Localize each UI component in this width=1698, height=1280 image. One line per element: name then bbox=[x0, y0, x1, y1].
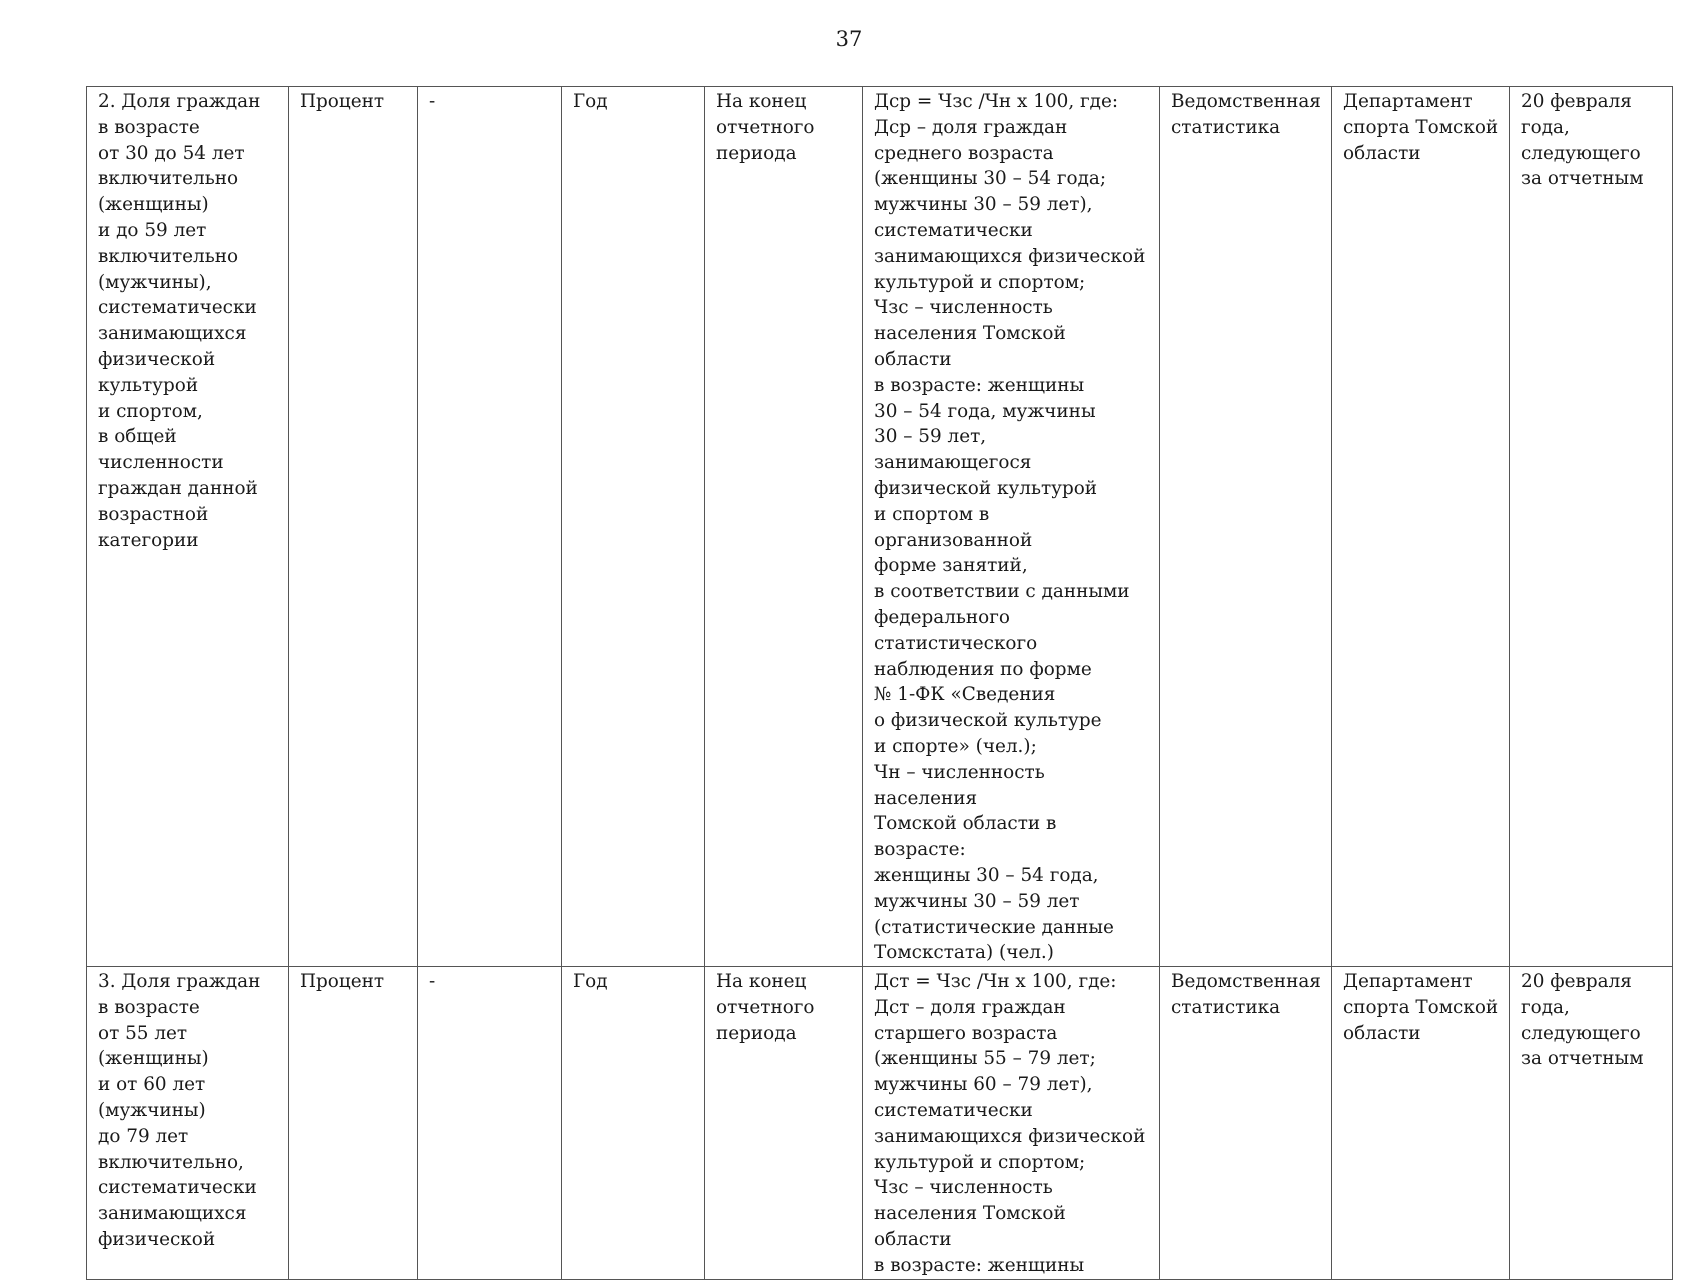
formula-cell: Дср = Чзс /Чн х 100, где: Дср – доля граждан среднего возраста (женщины 30 – 54 года; мужчины 30 – 59 лет), систематически занимающихся физической культурой и спортом; Чзс – численность населения Томской области в возрасте: женщины 30 – 54 года, мужчины 30 – 59 лет, занимающегося физической культурой и спортом в организованной форме занятий, в соответствии с данными федерального статистического наблюдения по форме № 1-ФК «Сведения о физической культуре и спорте» (чел.); Чн – численность населения Томской области в возрасте: женщины 30 – 54 года, мужчины 30 – 59 лет (статистические данные Томскстата) (чел.) bbox=[863, 87, 1160, 967]
page-number: 37 bbox=[835, 27, 863, 51]
unit-cell: Процент bbox=[289, 967, 418, 1280]
responsible-cell: Департамент спорта Томской области bbox=[1332, 87, 1510, 967]
indicator-name-cell: 3. Доля граждан в возрасте от 55 лет (женщины) и от 60 лет (мужчины) до 79 лет включительно, систематически занимающихся физической bbox=[87, 967, 289, 1280]
indicator-table bbox=[86, 86, 1673, 1280]
source-cell: Ведомственная статистика bbox=[1160, 967, 1332, 1280]
periodicity-cell: Год bbox=[562, 87, 705, 967]
responsible-cell: Департамент спорта Томской области bbox=[1332, 967, 1510, 1280]
periodicity-cell: Год bbox=[562, 967, 705, 1280]
date-type-cell: На конец отчетного периода bbox=[705, 967, 863, 1280]
indicator-name-cell: 2. Доля граждан в возрасте от 30 до 54 лет включительно (женщины) и до 59 лет включительно (мужчины), систематически занимающихся физической культурой и спортом, в общей численности граждан данной возрастной категории bbox=[87, 87, 289, 967]
deadline-cell: 20 февраля года, следующего за отчетным bbox=[1510, 87, 1673, 967]
unit-cell: Процент bbox=[289, 87, 418, 967]
table-row bbox=[87, 87, 1673, 967]
dash-cell: - bbox=[418, 967, 562, 1280]
table-row bbox=[87, 967, 1673, 1280]
formula-cell: Дст = Чзс /Чн х 100, где: Дст – доля граждан старшего возраста (женщины 55 – 79 лет; мужчины 60 – 79 лет), систематически занимающихся физической культурой и спортом; Чзс – численность населения Томской области в возрасте: женщины bbox=[863, 967, 1160, 1280]
dash-cell: - bbox=[418, 87, 562, 967]
deadline-cell: 20 февраля года, следующего за отчетным bbox=[1510, 967, 1673, 1280]
date-type-cell: На конец отчетного периода bbox=[705, 87, 863, 967]
source-cell: Ведомственная статистика bbox=[1160, 87, 1332, 967]
